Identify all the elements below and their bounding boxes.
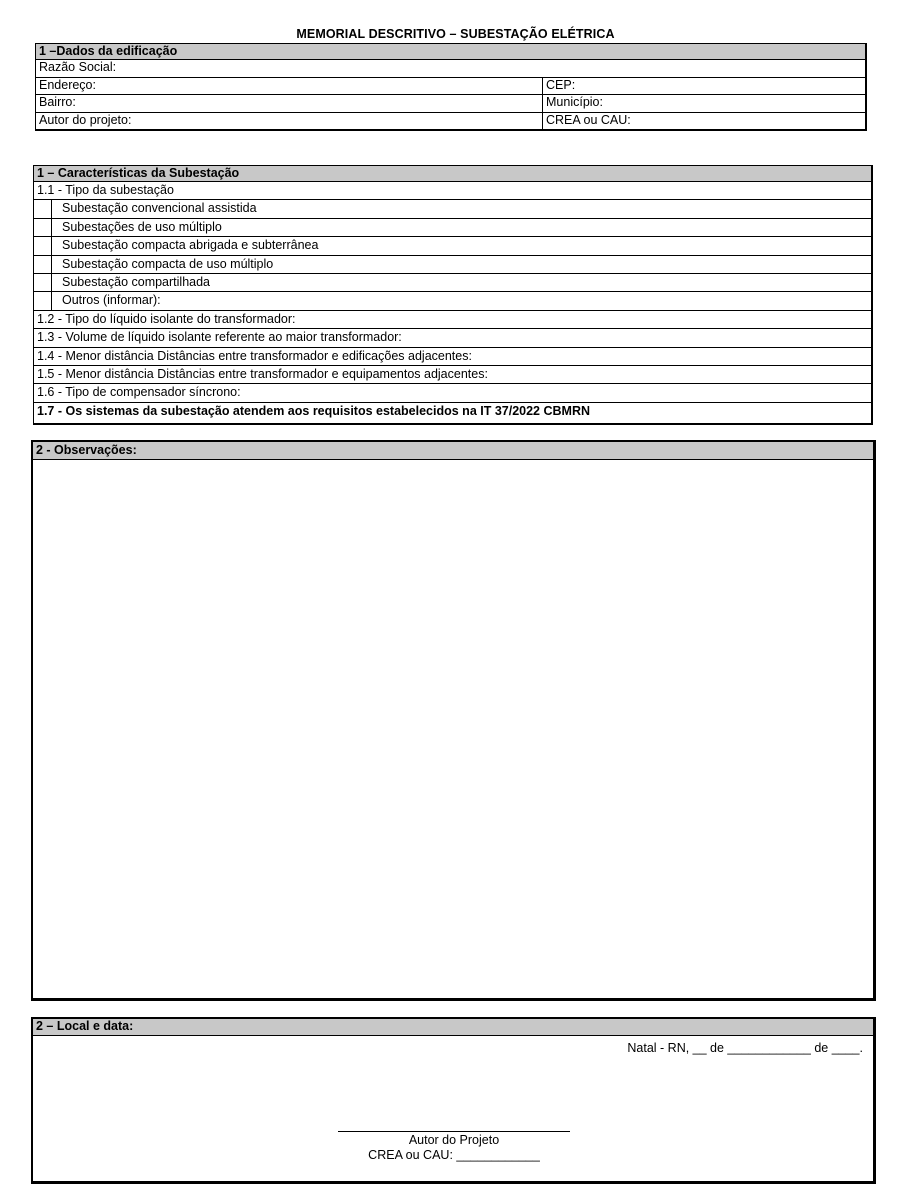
signature-line[interactable] [338,1131,570,1132]
building-data-section [35,43,867,131]
option-row[interactable] [34,200,871,218]
characteristics-header: 1 – Características da Subestação [34,166,871,182]
address-row [36,78,865,96]
endereco-field[interactable]: Endereço: [39,77,96,92]
option-checkbox[interactable] [34,256,52,273]
option-row[interactable] [34,274,871,292]
document-title: MEMORIAL DESCRITIVO – SUBESTAÇÃO ELÉTRICA [296,27,615,41]
option-row[interactable] [34,219,871,237]
observations-header: 2 - Observações: [33,442,873,460]
place-date-section [31,1017,876,1184]
place-date-header: 2 – Local e data: [33,1019,873,1036]
bairro-row [36,95,865,113]
option-label: Subestação compacta abrigada e subterrânea [62,238,319,253]
option-label: Subestação convencional assistida [62,201,257,216]
option-checkbox[interactable] [34,274,52,291]
substation-characteristics-section [33,165,873,425]
requirements-statement: 1.7 - Os sistemas da subestação atendem aos requisitos estabelecidos na IT 37/2022 CBMRN [37,403,590,418]
autor-field[interactable]: Autor do projeto: [39,112,132,127]
signature-author-label: Autor do Projeto [408,1133,500,1147]
distance-equipment-field[interactable]: 1.5 - Menor distância Distâncias entre transformador e equipamentos adjacentes: [34,366,871,384]
option-row[interactable] [34,256,871,274]
municipio-field[interactable]: Município: [542,95,603,112]
option-label: Outros (informar): [62,293,161,308]
crea-field[interactable]: CREA ou CAU: [542,113,631,131]
option-label: Subestações de uso múltiplo [62,219,222,234]
option-checkbox[interactable] [34,292,52,309]
option-label: Subestação compartilhada [62,274,211,289]
razao-social-field[interactable] [36,60,865,78]
author-row [36,113,865,131]
liquid-volume-field[interactable]: 1.3 - Volume de líquido isolante referente ao maior transformador: [34,329,871,347]
option-label: Subestação compacta de uso múltiplo [62,256,274,271]
signature-crea-field[interactable]: CREA ou CAU: ____________ [368,1148,540,1162]
option-checkbox[interactable] [34,200,52,217]
insulating-liquid-field[interactable]: 1.2 - Tipo do líquido isolante do transformador: [34,311,871,329]
option-checkbox[interactable] [34,219,52,236]
option-row[interactable] [34,292,871,310]
option-checkbox[interactable] [34,237,52,254]
bairro-field[interactable]: Bairro: [39,95,76,109]
observations-text-area[interactable] [33,460,873,998]
place-date-line[interactable]: Natal - RN, __ de ____________ de ____. [627,1041,863,1055]
building-data-header: 1 –Dados da edificação [36,44,865,60]
substation-type-label: 1.1 - Tipo da subestação [34,182,871,200]
distance-buildings-field[interactable]: 1.4 - Menor distância Distâncias entre transformador e edificações adjacentes: [34,348,871,366]
option-row[interactable] [34,237,871,255]
razao-social-label: Razão Social: [39,60,117,74]
compensator-type-field[interactable]: 1.6 - Tipo de compensador síncrono: [34,384,871,402]
observations-section [31,440,876,1001]
cep-field[interactable]: CEP: [542,78,575,95]
